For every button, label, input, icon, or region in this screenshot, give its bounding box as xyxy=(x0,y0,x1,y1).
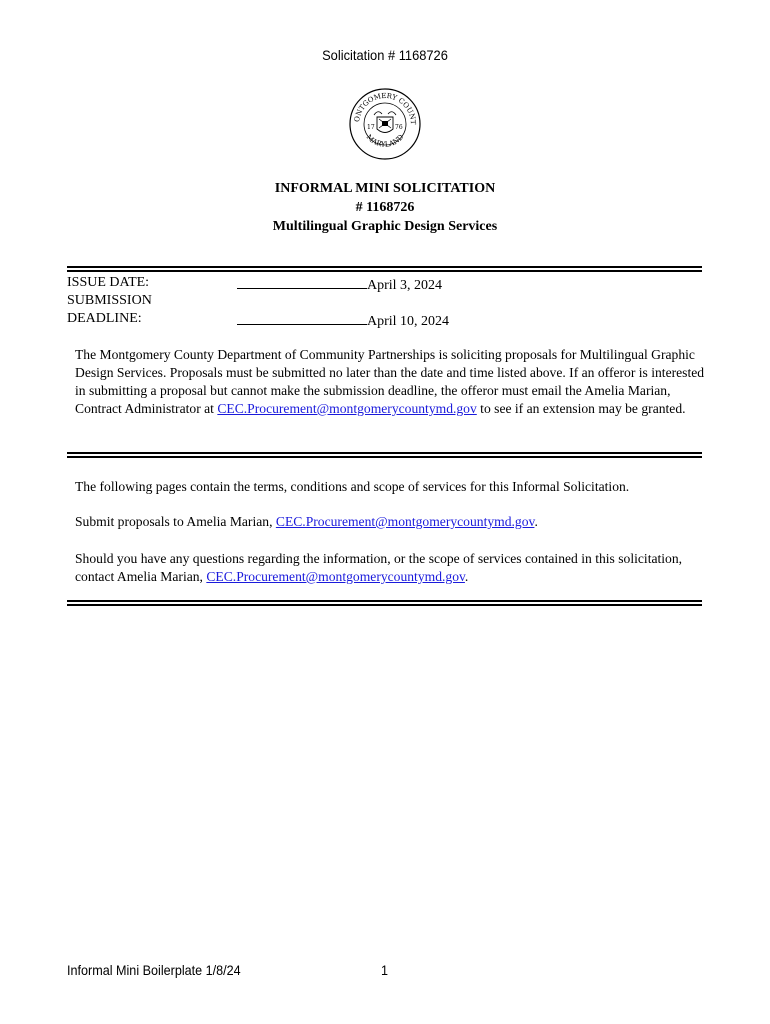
issue-date-blank-line xyxy=(237,274,367,289)
submit-email-link[interactable]: CEC.Procurement@montgomerycountymd.gov xyxy=(275,514,535,529)
submit-text: Submit proposals to Amelia Marian, xyxy=(75,514,276,529)
deadline-value: April 10, 2024 xyxy=(367,314,450,329)
section-divider xyxy=(67,452,702,458)
solicitation-header: Solicitation # 1168726 xyxy=(322,47,448,63)
questions-paragraph xyxy=(75,550,705,586)
intro-text: The Montgomery County Department of Community Partnerships is soliciting proposals for Multilingual Graphic Design Services. Proposals must be submitted no later than the date and time listed above. If an offeror is interested in submitting a proposal but cannot make the submission deadline, the offeror must email the Amelia Marian, Contract Administrator at xyxy=(75,347,705,416)
section-divider xyxy=(67,266,702,272)
issue-date-label: ISSUE DATE: xyxy=(67,275,150,290)
title-line-2: # 1168726 xyxy=(355,200,415,215)
questions-period: . xyxy=(464,569,469,584)
solicitation-title xyxy=(0,179,770,236)
svg-text:MARYLAND xyxy=(365,133,406,149)
title-line-3: Multilingual Graphic Design Services xyxy=(272,219,498,234)
questions-text: Should you have any questions regarding the information, or the scope of services contained in this solicitation, contact Amelia Marian, xyxy=(75,551,683,584)
seal-year-right: 76 xyxy=(395,124,403,131)
county-seal-logo xyxy=(348,87,422,161)
terms-paragraph: The following pages contain the terms, conditions and scope of services for this Informal Solicitation. xyxy=(75,479,630,494)
svg-text:MONTGOMERY COUNTY xyxy=(348,87,417,125)
seal-top-text: ONTGOMERY COUNT xyxy=(352,91,418,125)
questions-email-link[interactable]: CEC.Procurement@montgomerycountymd.gov xyxy=(206,569,465,584)
submit-period: . xyxy=(534,514,538,529)
page-number: 1 xyxy=(381,962,389,978)
intro-paragraph xyxy=(75,346,705,418)
seal-year-left: 17 xyxy=(367,124,375,131)
title-line-1: INFORMAL MINI SOLICITATION xyxy=(274,181,496,196)
seal-bottom-text: MARYLAND xyxy=(364,133,406,149)
deadline-blank-line xyxy=(237,310,367,325)
deadline-label: DEADLINE: xyxy=(67,311,142,326)
section-divider xyxy=(67,600,702,606)
intro-text-after: to see if an extension may be granted. xyxy=(476,401,686,416)
submit-paragraph xyxy=(75,513,705,531)
issue-date-value: April 3, 2024 xyxy=(367,278,443,293)
submission-label: SUBMISSION xyxy=(67,293,152,308)
deadline-row xyxy=(237,310,449,331)
issue-date-row xyxy=(237,274,442,295)
footer-boilerplate: Informal Mini Boilerplate 1/8/24 xyxy=(67,962,241,978)
intro-email-link[interactable]: CEC.Procurement@montgomerycountymd.gov xyxy=(217,401,477,416)
